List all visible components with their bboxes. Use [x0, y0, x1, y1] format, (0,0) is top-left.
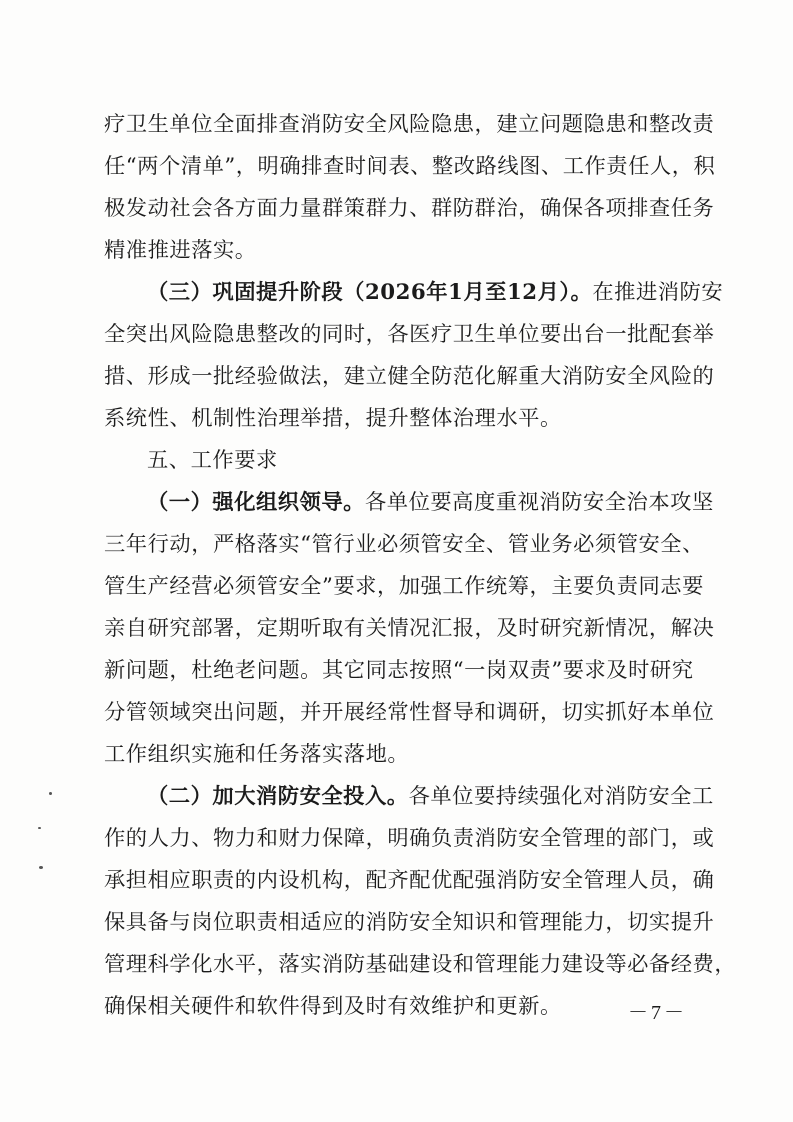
body-line: 极发动社会各方面力量群策群力、群防群治，确保各项排查任务 [104, 196, 715, 221]
body-line: 分管领域突出问题，并开展经常性督导和调研，切实抓好本单位 [104, 700, 715, 725]
body-line: 全突出风险隐患整改的同时，各医疗卫生单位要出台一批配套举 [104, 322, 715, 347]
body-line: 保具备与岗位职责相适应的消防安全知识和管理能力，切实提升 [104, 910, 715, 935]
body-line: 管生产经营必须管安全”要求，加强工作统筹，主要负责同志要 [104, 574, 704, 599]
body-line: 承担相应职责的内设机构，配齐配优配强消防安全管理人员，确 [104, 868, 715, 893]
item-2-text: 各单位要持续强化对消防安全工 [408, 784, 714, 809]
body-line: 亲自研究部署，定期听取有关情况汇报，及时研究新情况，解决 [104, 616, 715, 641]
body-line: 任“两个清单”，明确排查时间表、整改路线图、工作责任人，积 [104, 154, 716, 179]
body-line: 管理科学化水平，落实消防基础建设和管理能力建设等必备经费， [104, 952, 737, 977]
body-line: 工作组织实施和任务落实落地。 [104, 742, 410, 767]
section-3-text: 在推进消防安 [592, 280, 724, 305]
scan-speck [39, 866, 43, 869]
item-1-first-line [104, 482, 714, 524]
item-2-heading: （二）加大消防安全投入。 [147, 784, 409, 809]
section-3-heading: （三）巩固提升阶段（2026年1月至12月）。 [147, 280, 593, 305]
body-line: 三年行动，严格落实“管行业必须管安全、管业务必须管安全、 [104, 532, 704, 557]
body-line: 作的人力、物力和财力保障，明确负责消防安全管理的部门，或 [104, 826, 715, 851]
body-line: 系统性、机制性治理举措，提升整体治理水平。 [104, 406, 562, 431]
body-line: 精准推进落实。 [104, 238, 257, 263]
body-line: 措、形成一批经验做法，建立健全防范化解重大消防安全风险的 [104, 364, 715, 389]
scan-speck [49, 792, 52, 795]
body-line: 疗卫生单位全面排查消防安全风险隐患，建立问题隐患和整改责 [104, 112, 715, 137]
item-2-first-line [104, 776, 714, 818]
body-line: 新问题，杜绝老问题。其它同志按照“一岗双责”要求及时研究 [104, 658, 694, 683]
section-3-first-line [104, 272, 724, 314]
item-1-text: 各单位要高度重视消防安全治本攻坚 [364, 490, 714, 515]
body-line: 确保相关硬件和软件得到及时有效维护和更新。 [104, 994, 562, 1019]
section-5-title: 五、工作要求 [147, 448, 278, 473]
page-number: －7－ [628, 1002, 687, 1024]
item-1-heading: （一）强化组织领导。 [147, 490, 365, 515]
page-body [104, 104, 737, 1028]
scan-speck [38, 827, 41, 829]
